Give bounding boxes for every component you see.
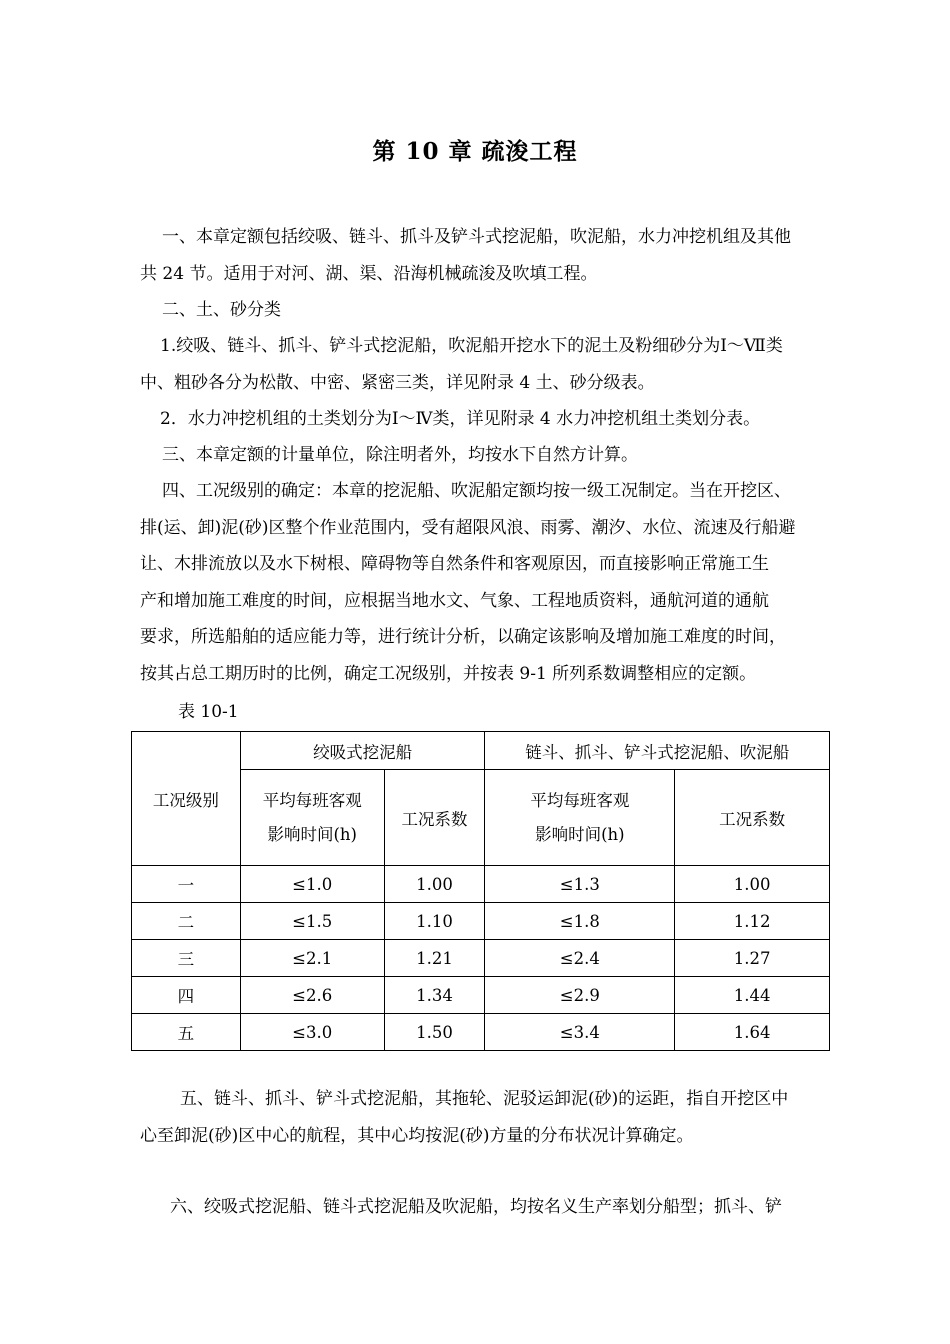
cell-time-2: ≤3.4: [485, 1014, 675, 1051]
paragraph-1: [140, 219, 840, 292]
text-line: 按其占总工期历时的比例，确定工况级别，并按表 9-1 所列系数调整相应的定额。: [140, 663, 757, 684]
text-line: 排(运、卸)泥(砂)区整个作业范围内，受有超限风浪、雨雾、潮汐、水位、流速及行船避: [140, 517, 796, 538]
text-line: 六、绞吸式挖泥船、链斗式挖泥船及吹泥船，均按名义生产率划分船型；抓斗、铲: [170, 1197, 782, 1217]
cell-time-2: ≤1.8: [485, 903, 675, 940]
text-line: 中、粗砂各分为松散、中密、紧密三类，详见附录 4 土、砂分级表。: [140, 372, 655, 393]
table-caption: 表 10-1: [178, 702, 239, 722]
text-line: 五、链斗、抓斗、铲斗式挖泥船，其拖轮、泥驳运卸泥(砂)的运距，指自开挖区中: [180, 1089, 789, 1109]
cell-time-1: ≤1.0: [240, 866, 384, 903]
text-line: 让、木排流放以及水下树根、障碍物等自然条件和客观原因，而直接影响正常施工生: [140, 554, 769, 574]
text-line: 四、工况级别的确定：本章的挖泥船、吹泥船定额均按一级工况制定。当在开挖区、: [162, 481, 791, 501]
cell-coef-1: 1.21: [384, 940, 485, 977]
paragraph-4: [140, 401, 840, 438]
text-line: 一、本章定额包括绞吸、链斗、抓斗及铲斗式挖泥船，吹泥船，水力冲挖机组及其他: [162, 227, 791, 247]
cell-time-1: ≤2.6: [240, 977, 384, 1014]
cell-time-2: ≤2.4: [485, 940, 675, 977]
table-row: [132, 903, 830, 940]
subheader-text: 影响时间(h): [535, 824, 625, 844]
header-level: 工况级别: [132, 732, 241, 866]
subheader-text: 平均每班客观: [262, 790, 362, 810]
subheader-coef-2: 工况系数: [675, 770, 830, 866]
cell-coef-1: 1.00: [384, 866, 485, 903]
table-row: [132, 977, 830, 1014]
cell-coef-1: 1.34: [384, 977, 485, 1014]
cell-level: 一: [132, 866, 241, 903]
cell-time-1: ≤3.0: [240, 1014, 384, 1051]
text-line: 共 24 节。适用于对河、湖、渠、沿海机械疏浚及吹填工程。: [140, 263, 598, 284]
text-line: 二、土、砂分类: [162, 300, 281, 320]
cell-coef-1: 1.50: [384, 1014, 485, 1051]
text-line: 1.绞吸、链斗、抓斗、铲斗式挖泥船，吹泥船开挖水下的泥土及粉细砂分为Ⅰ～Ⅶ类: [160, 336, 783, 356]
cell-level: 三: [132, 940, 241, 977]
text-line: 2．水力冲挖机组的土类划分为Ⅰ～Ⅳ类，详见附录 4 水力冲挖机组土类划分表。: [160, 409, 761, 429]
table-header-row: [132, 732, 830, 770]
paragraph-3: [140, 328, 840, 401]
subheader-time-1: [240, 770, 384, 866]
text-line: 要求，所选船舶的适应能力等，进行统计分析，以确定该影响及增加施工难度的时间，: [140, 627, 786, 647]
cell-level: 五: [132, 1014, 241, 1051]
cell-coef-1: 1.10: [384, 903, 485, 940]
chapter-title: 第 10 章 疏浚工程: [372, 138, 578, 165]
cell-time-2: ≤1.3: [485, 866, 675, 903]
paragraph-5: [140, 437, 840, 474]
cell-level: 二: [132, 903, 241, 940]
header-group-bucket-grab: 链斗、抓斗、铲斗式挖泥船、吹泥船: [485, 732, 830, 770]
text-line: 三、本章定额的计量单位，除注明者外，均按水下自然方计算。: [162, 445, 638, 465]
paragraph-2: [140, 292, 840, 329]
cell-coef-2: 1.27: [675, 940, 830, 977]
paragraph-8: [140, 1189, 840, 1226]
header-group-cutter-suction: 绞吸式挖泥船: [240, 732, 485, 770]
cell-coef-2: 1.12: [675, 903, 830, 940]
subheader-time-2: [485, 770, 675, 866]
table-caption-wrap: [140, 694, 840, 731]
subheader-coef-1: 工况系数: [384, 770, 485, 866]
paragraph-7: [140, 1081, 840, 1154]
text-line: 心至卸泥(砂)区中心的航程，其中心均按泥(砂)方量的分布状况计算确定。: [140, 1125, 694, 1146]
cell-level: 四: [132, 977, 241, 1014]
cell-coef-2: 1.44: [675, 977, 830, 1014]
cell-time-2: ≤2.9: [485, 977, 675, 1014]
subheader-text: 平均每班客观: [530, 790, 630, 810]
cell-time-1: ≤1.5: [240, 903, 384, 940]
text-line: 产和增加施工难度的时间，应根据当地水文、气象、工程地质资料，通航河道的通航: [140, 590, 769, 611]
table-row: [132, 866, 830, 903]
cell-coef-2: 1.64: [675, 1014, 830, 1051]
subheader-text: 影响时间(h): [267, 824, 357, 844]
table-row: [132, 1014, 830, 1051]
cell-coef-2: 1.00: [675, 866, 830, 903]
paragraph-6: [140, 473, 840, 692]
cell-time-1: ≤2.1: [240, 940, 384, 977]
table-row: [132, 940, 830, 977]
work-condition-table: [131, 731, 830, 1051]
